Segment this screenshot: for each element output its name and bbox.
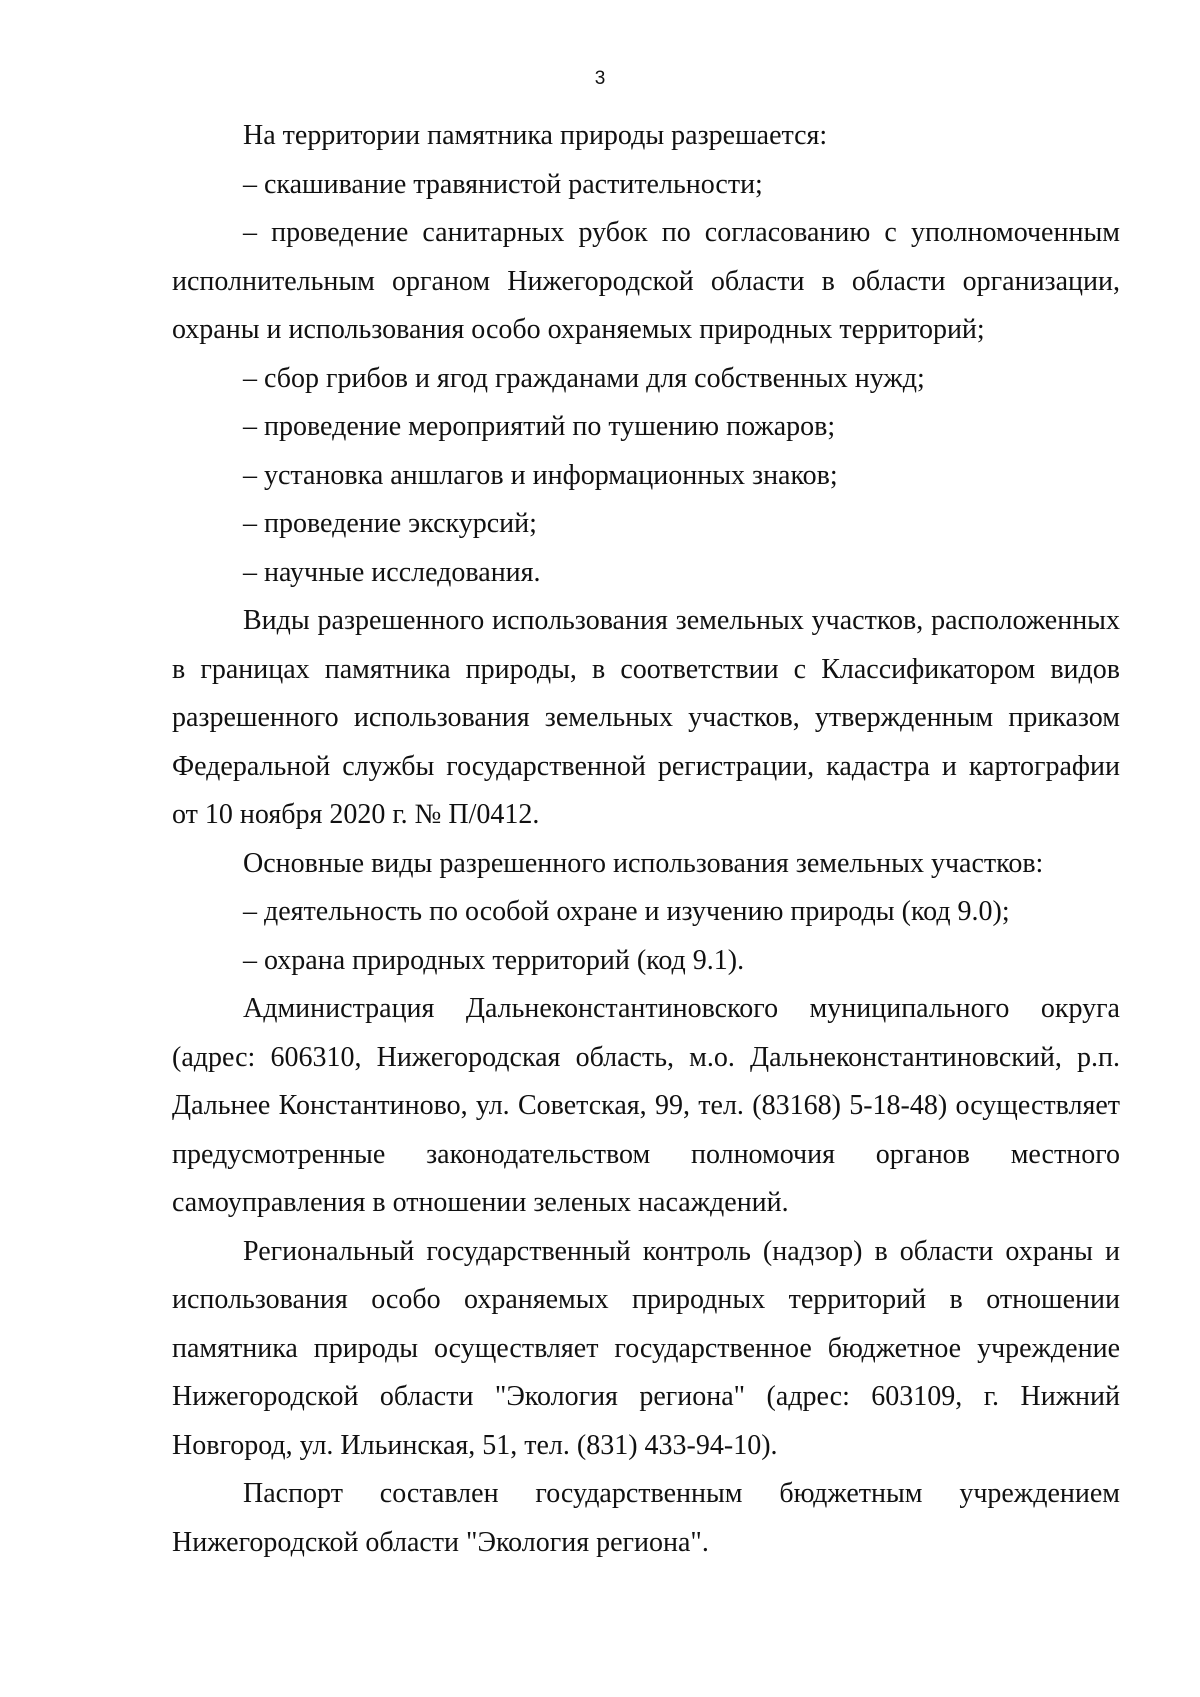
list-item-code-9-0: – деятельность по особой охране и изучению природы (код 9.0); (243, 896, 1010, 927)
paragraph-allowed-intro: На территории памятника природы разрешается: (243, 120, 828, 151)
list-item-excursions: – проведение экскурсий; (243, 508, 537, 539)
paragraph-land-use-types: Виды разрешенного использования земельных участков, расположенных в границах памятника природы, в соответствии с Классификатором видов разрешенного использования земельных участков, утвержденным приказом Федеральной службы государственной регистрации, кадастра и картографии от 10 ноября 2020 г. № П/0412. (172, 605, 1120, 830)
paragraph-regional-control: Региональный государственный контроль (надзор) в области охраны и использования особо охраняемых природных территорий в отношении памятника природы осуществляет государственное бюджетное учреждение Нижегородской области "Экология региона" (адрес: 603109, г. Нижний Новгород, ул. Ильинская, 51, тел. (831) 433-94-10). (172, 1235, 1120, 1461)
document-body (172, 112, 1120, 1567)
paragraph-main-land-use: Основные виды разрешенного использования земельных участков: (243, 847, 1044, 879)
list-item-sanitary-felling: – проведение санитарных рубок по согласованию с уполномоченным исполнительным органом Нижегородской области в области организации, охраны и использования особо охраняемых природных территорий; (172, 217, 1120, 345)
list-item-mowing: – скашивание травянистой растительности; (243, 168, 763, 200)
paragraph-passport-author: Паспорт составлен государственным бюджетным учреждением Нижегородской области "Экология региона". (172, 1478, 1120, 1558)
paragraph-administration: Администрация Дальнеконстантиновского муниципального округа (адрес: 606310, Нижегородская область, м.о. Дальнеконстантиновский, р.п. Дальнее Константиново, ул. Советская, 99, тел. (83168) 5-18-48) осуществляет предусмотренные законодательством полномочия органов местного самоуправления в отношении зеленых насаждений. (172, 993, 1120, 1218)
list-item-research: – научные исследования. (243, 556, 541, 588)
page-number: 3 (594, 68, 606, 89)
list-item-signs: – установка аншлагов и информационных знаков; (243, 459, 838, 491)
list-item-firefighting: – проведение мероприятий по тушению пожаров; (243, 411, 836, 442)
list-item-code-9-1: – охрана природных территорий (код 9.1). (243, 944, 745, 976)
list-item-mushrooms-berries: – сбор грибов и ягод гражданами для собственных нужд; (243, 362, 925, 394)
